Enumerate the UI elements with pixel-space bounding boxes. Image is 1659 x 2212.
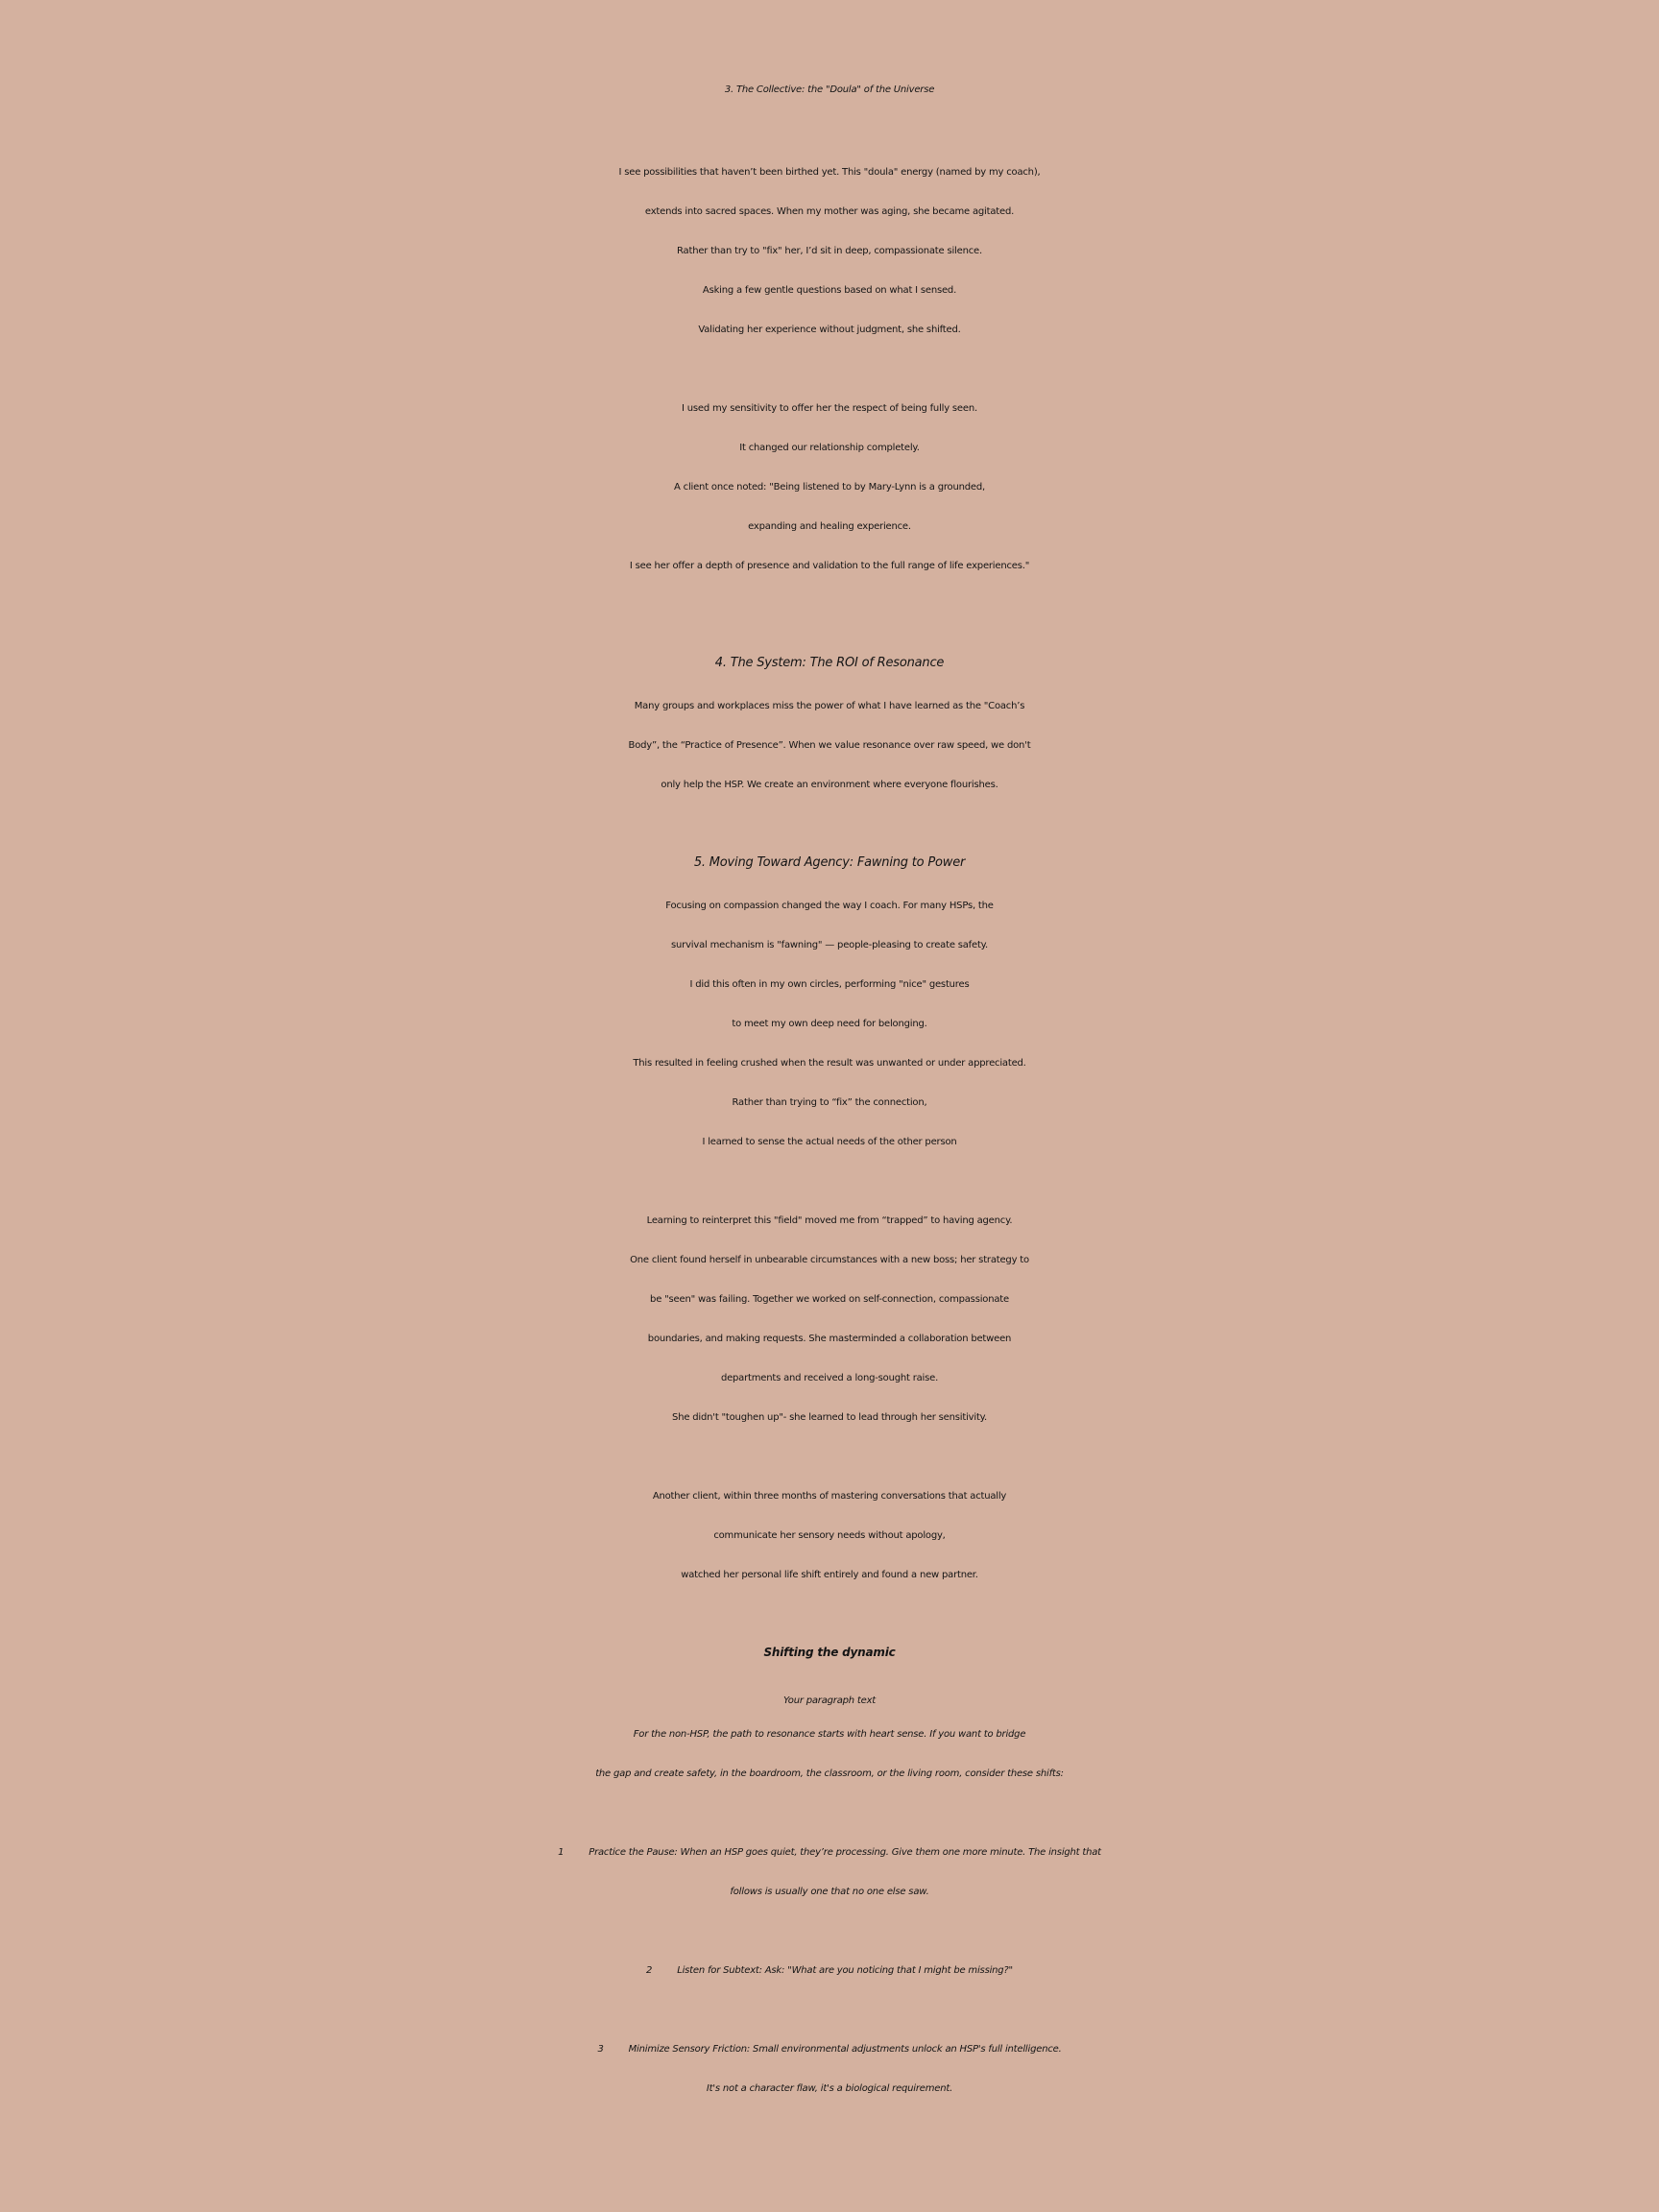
section-3-paragraph-2-line: I used my sensitivity to offer her the respect of being fully seen. bbox=[682, 403, 977, 414]
section-5-heading: 5. Moving Toward Agency: Fawning to Power bbox=[693, 855, 966, 870]
shift-item-3-continued: It's not a character flaw, it's a biological requirement. bbox=[706, 2083, 953, 2094]
section-5-paragraph-2-line: departments and received a long-sought raise. bbox=[720, 1373, 939, 1383]
shift-item-number: 1 bbox=[558, 1847, 565, 1858]
section-5-paragraph-1-line: This resulted in feeling crushed when the result was unwanted or under appreciated. bbox=[633, 1058, 1026, 1069]
shift-item-2 bbox=[0, 1951, 1659, 1990]
section-3-heading: 3. The Collective: the "Doula" of the Universe bbox=[724, 84, 935, 95]
section-5-paragraph-3-line: communicate her sensory needs without apology, bbox=[713, 1530, 946, 1541]
section-5-paragraph-2-line: be "seen" was failing. Together we worked on self-connection, compassionate bbox=[650, 1294, 1009, 1305]
section-5-paragraph-1-line: Rather than trying to “fix” the connection, bbox=[732, 1097, 927, 1108]
shift-item-1 bbox=[0, 1833, 1659, 1872]
section-5-paragraph-3-line: watched her personal life shift entirely and found a new partner. bbox=[681, 1570, 978, 1580]
section-5-paragraph-1-line: I learned to sense the actual needs of the other person bbox=[702, 1137, 957, 1147]
section-4-paragraph-line: Many groups and workplaces miss the power of what I have learned as the "Coach’s bbox=[634, 701, 1025, 711]
shift-item-text: Practice the Pause: When an HSP goes quiet, they’re processing. Give them one more minute. The insight that bbox=[589, 1847, 1101, 1858]
section-5-paragraph-3-line: Another client, within three months of mastering conversations that actually bbox=[652, 1491, 1007, 1502]
shift-item-3 bbox=[0, 2030, 1659, 2069]
shift-item-1-continued: follows is usually one that no one else saw. bbox=[730, 1887, 929, 1897]
section-3-paragraph-1-line: Rather than try to "fix" her, I’d sit in deep, compassionate silence. bbox=[677, 246, 982, 256]
section-3-paragraph-2-line: expanding and healing experience. bbox=[748, 521, 911, 532]
section-4-paragraph-line: only help the HSP. We create an environment where everyone flourishes. bbox=[661, 780, 998, 790]
section-5-paragraph-2-line: boundaries, and making requests. She masterminded a collaboration between bbox=[647, 1334, 1012, 1344]
placeholder-paragraph-text: Your paragraph text bbox=[782, 1695, 877, 1706]
section-5-paragraph-2-line: One client found herself in unbearable circumstances with a new boss; her strategy to bbox=[630, 1255, 1029, 1265]
shift-item-text: Minimize Sensory Friction: Small environmental adjustments unlock an HSP's full intelligence. bbox=[628, 2044, 1062, 2055]
section-3-paragraph-2-line: I see her offer a depth of presence and validation to the full range of life experiences." bbox=[629, 561, 1030, 571]
shifting-intro-line: the gap and create safety, in the boardroom, the classroom, or the living room, consider these shifts: bbox=[595, 1768, 1064, 1779]
section-5-paragraph-1-line: I did this often in my own circles, performing "nice" gestures bbox=[689, 979, 970, 990]
shifting-heading: Shifting the dynamic bbox=[763, 1646, 896, 1659]
section-4-heading: 4. The System: The ROI of Resonance bbox=[714, 656, 945, 670]
section-5-paragraph-2-line: Learning to reinterpret this "field" moved me from “trapped” to having agency. bbox=[646, 1215, 1013, 1226]
shifting-intro-line: For the non-HSP, the path to resonance starts with heart sense. If you want to bridge bbox=[633, 1729, 1026, 1740]
shift-item-text: Listen for Subtext: Ask: "What are you noticing that I might be missing?" bbox=[677, 1965, 1013, 1976]
section-5-paragraph-1-line: Focusing on compassion changed the way I coach. For many HSPs, the bbox=[665, 901, 994, 911]
shift-item-number: 3 bbox=[597, 2044, 604, 2055]
section-3-paragraph-2-line: It changed our relationship completely. bbox=[739, 443, 920, 453]
section-3-paragraph-1-line: I see possibilities that haven’t been birthed yet. This "doula" energy (named by my coach), bbox=[618, 167, 1041, 178]
section-5-paragraph-2-line: She didn't "toughen up"- she learned to lead through her sensitivity. bbox=[672, 1412, 987, 1423]
section-3-paragraph-2-line: A client once noted: "Being listened to by Mary-Lynn is a grounded, bbox=[674, 482, 985, 493]
section-4-paragraph-line: Body”, the “Practice of Presence”. When we value resonance over raw speed, we don't bbox=[628, 740, 1031, 751]
section-5-paragraph-1-line: to meet my own deep need for belonging. bbox=[732, 1019, 927, 1029]
section-5-paragraph-1-line: survival mechanism is "fawning" — people-pleasing to create safety. bbox=[671, 940, 988, 950]
section-3-paragraph-1-line: extends into sacred spaces. When my mother was aging, she became agitated. bbox=[644, 206, 1015, 217]
shift-item-number: 2 bbox=[646, 1965, 653, 1976]
section-3-paragraph-1-line: Validating her experience without judgment, she shifted. bbox=[698, 325, 961, 335]
section-3-paragraph-1-line: Asking a few gentle questions based on what I sensed. bbox=[702, 285, 957, 296]
